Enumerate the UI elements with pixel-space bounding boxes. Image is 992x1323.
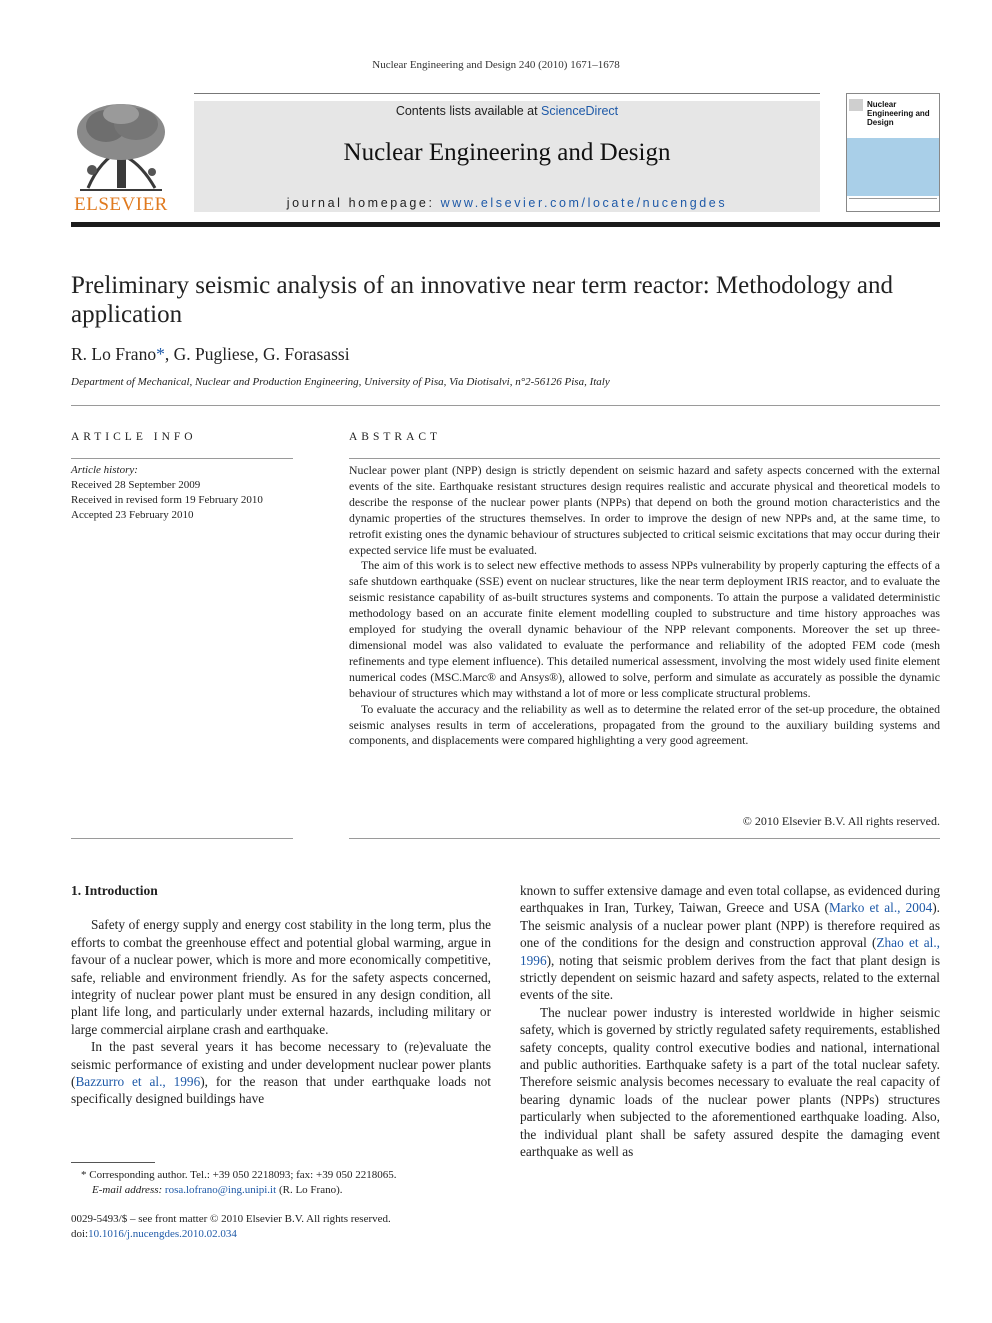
corresponding-author-note — [71, 1168, 491, 1183]
article-history — [71, 463, 293, 523]
journal-cover-thumbnail[interactable] — [846, 93, 940, 212]
issn-line: 0029-5493/$ – see front matter © 2010 Elsevier B.V. All rights reserved. — [71, 1213, 391, 1225]
email-line — [71, 1183, 491, 1198]
text-run: ). The seismic analysis of a nuclear power plant (NPP) is therefore required as one of the conditions for the design and construction approval ( — [520, 900, 941, 951]
body-paragraph: Safety of energy supply and energy cost stability in the long term, plus the efforts to combat the greenhouse effect and potential global warming, argue in favour of a nuclear power, which is more and more economically competitive, safe, reliable and environment friendly. As for the safety aspects concerned, integrity of nuclear power plant must be ensured in any design condition, all plant life long, and particularly under external hazards, including military or large commercial airplane crash and earthquake. — [71, 917, 491, 1037]
abstract-paragraph: Nuclear power plant (NPP) design is strictly dependent on seismic hazard and safety aspects concerned with the external events of the site. Earthquake resistant structures design requires realistic and accurate physical and theoretical models to describe the response of the nuclear power plants (NPPs) that depend on both the ground motion characteristics and the dynamic properties of the structures themselves. In order to improve the design of new NPPs and, at the same time, to retrofit existing ones the dynamic behaviour of structures subjected to critical seismic excitations that may occur during their expected service life must be evaluated. — [349, 463, 940, 557]
elsevier-tree-icon — [70, 100, 172, 194]
author-separator: , — [254, 344, 264, 364]
received-date: Received 28 September 2009 — [71, 479, 201, 491]
corresponding-author-mark[interactable]: * — [156, 344, 165, 364]
front-matter — [71, 1212, 491, 1242]
text-run: ), noting that seismic problem derives from the fact that plant design is strictly dependent on seismic hazard and safety aspects, related to the external events of the site. — [520, 952, 940, 1003]
cover-image — [847, 138, 939, 196]
footnote-rule — [71, 1162, 155, 1163]
header-rule — [71, 222, 940, 227]
homepage-label: journal homepage: — [286, 196, 441, 210]
left-column — [71, 882, 491, 1108]
history-label: Article history: — [71, 464, 138, 476]
citation-link[interactable]: Zhao et al., 1996 — [520, 935, 940, 968]
body-paragraph: The nuclear power industry is interested worldwide in higher seismic safety, which is governed by strictly regulated safety requirements, established safety concepts, quality control executive bodies and national, international and public authorities. Earthquake safety is a part of the total nuclear safety. Therefore seismic analysis becomes necessary to evaluate the real capacity of bearing dynamic loads of the nuclear power plants (NPPs) structures particularly when subjected to the aforementioned earthquake loading. Also, the individual plant shall be safety assured despite the damaging event earthquake as well as — [520, 1004, 940, 1160]
journal-homepage — [194, 196, 820, 210]
doi-link[interactable]: 10.1016/j.nucengdes.2010.02.034 — [88, 1228, 237, 1240]
author-list — [71, 344, 350, 365]
masthead-top-rule — [194, 93, 820, 94]
elsevier-logo[interactable] — [70, 100, 172, 216]
section-title: 1. Introduction — [71, 883, 158, 898]
text-run: In the past several years it has become necessary to (re)evaluate the seismic performance of existing and under development nuclear power plants ( — [71, 1039, 491, 1090]
body-paragraph — [520, 882, 940, 1004]
article-info-bottom-rule — [71, 838, 293, 839]
affiliation: Department of Mechanical, Nuclear and Production Engineering, University of Pisa, Via Diotisalvi, n°2-56126 Pisa, Italy — [71, 376, 610, 388]
author-name[interactable]: R. Lo Frano — [71, 344, 157, 364]
cover-emblem — [849, 99, 863, 111]
abstract-rule — [349, 458, 940, 459]
abstract-copyright: © 2010 Elsevier B.V. All rights reserved. — [742, 814, 940, 828]
footnote-mark: * — [81, 1169, 87, 1181]
article-info-heading: ARTICLE INFO — [71, 431, 197, 443]
footnote — [71, 1168, 491, 1197]
doi-label: doi: — [71, 1228, 89, 1240]
abstract-heading: ABSTRACT — [349, 431, 442, 443]
author-name[interactable]: G. Pugliese — [173, 344, 255, 364]
email-label: E-mail address: — [92, 1183, 163, 1196]
journal-name: Nuclear Engineering and Design — [343, 139, 671, 166]
article-info-rule — [71, 458, 293, 459]
text-run: ), for the reason that under earthquake loads not specifically designed buildings have — [71, 1074, 491, 1107]
journal-masthead — [194, 101, 820, 212]
journal-citation: Nuclear Engineering and Design 240 (2010) 1671–1678 — [372, 59, 620, 71]
right-column — [520, 882, 940, 1161]
abstract-paragraph: To evaluate the accuracy and the reliability as well as to determine the related error of the set-up procedure, the obtained seismic analyses results in term of accelerations, propagated from the ground to the auxiliary building systems and components, and displacements were compared highlighting a very good agreement. — [349, 701, 940, 748]
body-paragraph — [71, 1038, 491, 1108]
sciencedirect-link[interactable]: ScienceDirect — [541, 104, 619, 118]
author-name[interactable]: G. Forasassi — [263, 344, 350, 364]
contents-availability — [194, 104, 820, 118]
citation-link[interactable]: Marko et al., 2004 — [828, 900, 933, 916]
cover-footer — [849, 198, 937, 208]
citation-link[interactable]: Bazzurro et al., 1996 — [75, 1074, 201, 1090]
abstract-body — [349, 463, 940, 749]
email-suffix: (R. Lo Frano). — [276, 1183, 343, 1196]
contents-prefix: Contents lists available at — [395, 104, 542, 118]
abstract-bottom-rule — [349, 838, 940, 839]
author-separator: , — [164, 344, 174, 364]
text-run: known to suffer extensive damage and even total collapse, as evidenced during earthquakes in Iran, Turkey, Taiwan, Greece and USA ( — [520, 883, 940, 916]
accepted-date: Accepted 23 February 2010 — [71, 509, 194, 521]
abstract-paragraph: The aim of this work is to select new effective methods to assess NPPs vulnerability by properly capturing the effects of a safe shutdown earthquake (SSE) event on nuclear structures, like the near term deployment IRIS reactor, and to evaluate the seismic resistance capability of as-built structures systems and components. To attain the purpose a validated deterministic methodology based on an accurate finite element modelling coupled to substructure and time history approaches was employed for studying the overall dynamic behaviour of the NPP relevant components. Moreover the set up three-dimensional model was also validated to evaluate the performance and reliability of the adopted FEM code (mesh refinements and type element influence). This detailed numerical assessment, involving the most widely used finite element numerical codes (MSC.Marc® and Ansys®), allowed to solve, perform and simulate as accurately as possible the dynamic behaviour of structures which may withstand a lot of more or less complicate structural problems. — [349, 558, 940, 700]
cover-title: Nuclear Engineering and Design — [867, 100, 930, 127]
article-title: Preliminary seismic analysis of an innovative near term reactor: Methodology and application — [71, 272, 893, 328]
doi-line — [71, 1227, 491, 1242]
publisher-name: ELSEVIER — [74, 194, 168, 215]
footnote-text: Corresponding author. Tel.: +39 050 2218093; fax: +39 050 2218065. — [86, 1169, 397, 1181]
revised-date: Received in revised form 19 February 2010 — [71, 494, 263, 506]
title-divider — [71, 405, 940, 406]
homepage-link[interactable]: www.elsevier.com/locate/nucengdes — [440, 196, 728, 210]
email-link[interactable]: rosa.lofrano@ing.unipi.it — [164, 1183, 277, 1196]
